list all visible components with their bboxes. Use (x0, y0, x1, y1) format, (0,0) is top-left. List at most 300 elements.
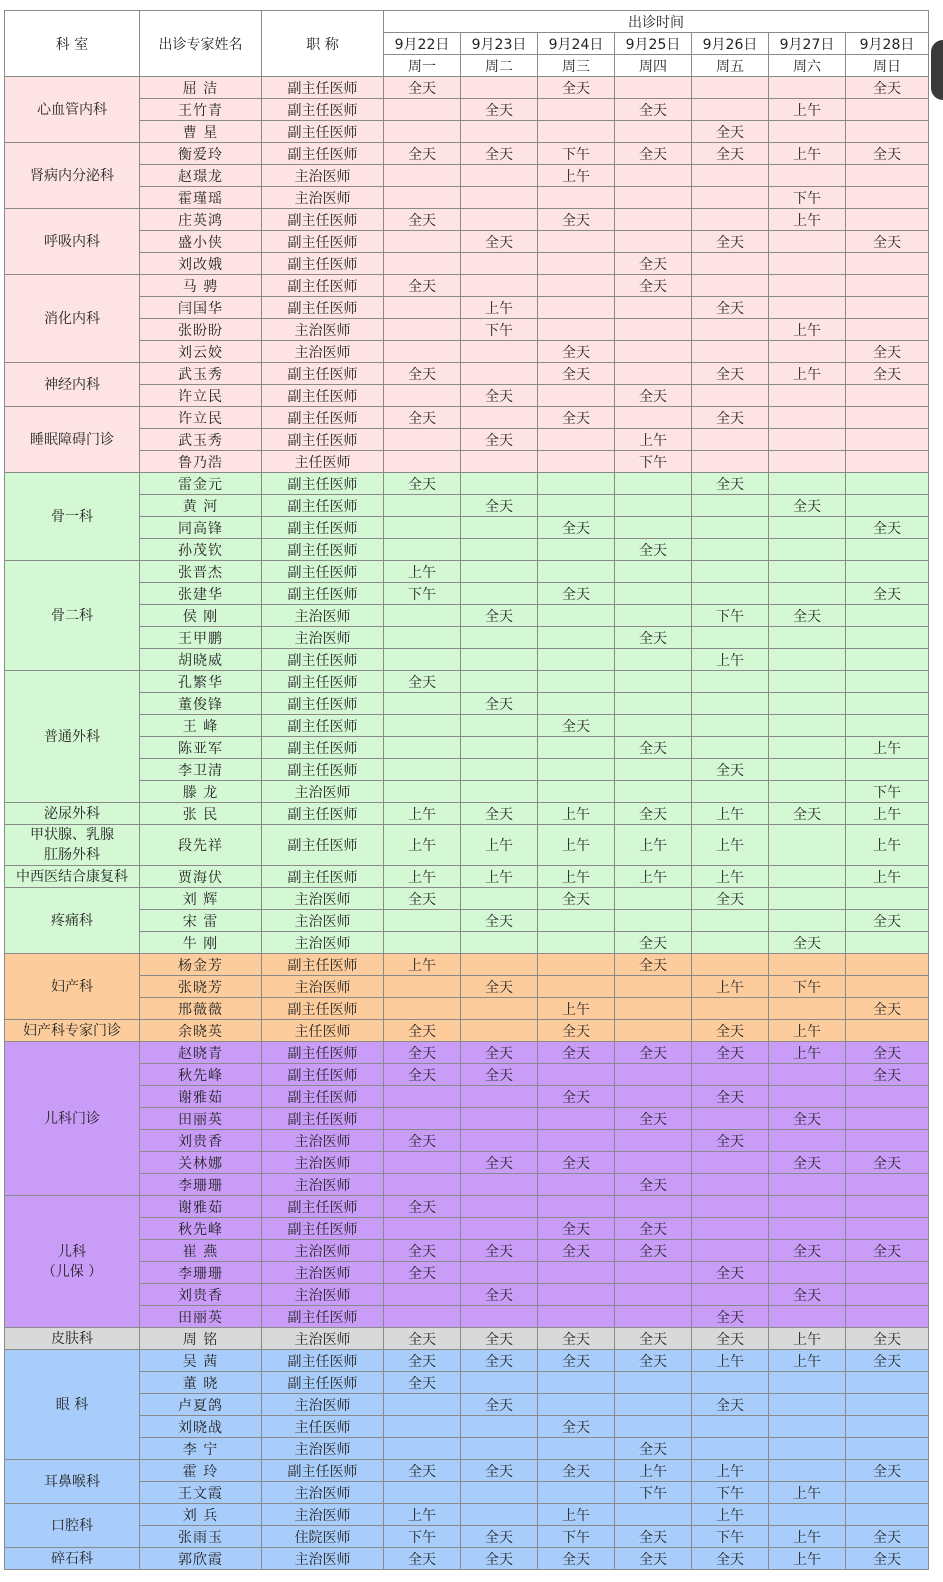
schedule-cell: 全天 (615, 1240, 692, 1262)
schedule-cell (461, 363, 538, 385)
schedule-cell: 上午 (769, 1350, 846, 1372)
schedule-cell: 全天 (846, 1042, 929, 1064)
doctor-title-cell: 副主任医师 (262, 495, 384, 517)
schedule-cell: 全天 (461, 1548, 538, 1570)
schedule-cell: 全天 (538, 77, 615, 99)
schedule-cell: 下午 (769, 187, 846, 209)
schedule-cell (384, 781, 461, 803)
schedule-cell: 全天 (538, 1328, 615, 1350)
schedule-cell (461, 539, 538, 561)
schedule-cell: 上午 (769, 363, 846, 385)
schedule-cell: 全天 (461, 429, 538, 451)
schedule-cell (846, 1394, 929, 1416)
schedule-cell (846, 671, 929, 693)
table-row (5, 1394, 929, 1416)
doctor-title-cell: 副主任医师 (262, 429, 384, 451)
schedule-cell: 全天 (384, 1042, 461, 1064)
schedule-cell (692, 1218, 769, 1240)
schedule-cell: 上午 (461, 825, 538, 866)
schedule-cell: 全天 (692, 1042, 769, 1064)
schedule-cell (846, 1482, 929, 1504)
schedule-cell (769, 385, 846, 407)
schedule-cell: 全天 (384, 1460, 461, 1482)
table-row (5, 517, 929, 539)
doctor-name-cell: 马 骋 (140, 275, 262, 297)
doctor-name-cell: 盛小侠 (140, 231, 262, 253)
schedule-cell (538, 561, 615, 583)
schedule-sheet (4, 10, 928, 1568)
doctor-title-cell: 主治医师 (262, 1504, 384, 1526)
schedule-cell (846, 429, 929, 451)
table-row (5, 954, 929, 976)
schedule-cell (846, 1372, 929, 1394)
schedule-cell: 全天 (461, 1526, 538, 1548)
doctor-title-cell: 主治医师 (262, 1438, 384, 1460)
schedule-cell (461, 627, 538, 649)
schedule-cell: 全天 (846, 231, 929, 253)
table-row (5, 1020, 929, 1042)
schedule-cell (769, 715, 846, 737)
doctor-name-cell: 李 宁 (140, 1438, 262, 1460)
schedule-cell (615, 976, 692, 998)
schedule-cell: 下午 (384, 1526, 461, 1548)
schedule-cell: 全天 (615, 275, 692, 297)
schedule-cell: 全天 (538, 1086, 615, 1108)
schedule-cell (769, 561, 846, 583)
table-row (5, 1130, 929, 1152)
schedule-cell (384, 1482, 461, 1504)
schedule-cell (692, 715, 769, 737)
doctor-title-cell: 副主任医师 (262, 649, 384, 671)
schedule-cell: 全天 (615, 143, 692, 165)
schedule-cell: 全天 (846, 1526, 929, 1548)
schedule-cell: 全天 (615, 932, 692, 954)
schedule-cell (615, 1416, 692, 1438)
schedule-cell: 上午 (384, 803, 461, 825)
doctor-title-cell: 副主任医师 (262, 1460, 384, 1482)
schedule-cell (769, 583, 846, 605)
schedule-cell: 全天 (846, 517, 929, 539)
schedule-cell: 全天 (538, 1548, 615, 1570)
doctor-name-cell: 侯 刚 (140, 605, 262, 627)
doctor-name-cell: 余晓英 (140, 1020, 262, 1042)
schedule-cell (461, 715, 538, 737)
table-row (5, 1108, 929, 1130)
doctor-name-cell: 贾海伏 (140, 866, 262, 888)
schedule-cell (538, 781, 615, 803)
schedule-cell (692, 517, 769, 539)
department-cell: 肾病内分泌科 (5, 143, 140, 209)
schedule-cell: 上午 (692, 866, 769, 888)
header-weekday: 周六 (769, 55, 846, 77)
doctor-title-cell: 主治医师 (262, 1482, 384, 1504)
table-row (5, 649, 929, 671)
schedule-cell: 上午 (846, 866, 929, 888)
schedule-cell (846, 759, 929, 781)
schedule-cell (538, 99, 615, 121)
schedule-cell: 上午 (769, 1328, 846, 1350)
schedule-cell (538, 737, 615, 759)
doctor-title-cell: 主治医师 (262, 1152, 384, 1174)
schedule-cell: 全天 (384, 407, 461, 429)
department-cell: 皮肤科 (5, 1328, 140, 1350)
doctor-title-cell: 主治医师 (262, 888, 384, 910)
schedule-cell (615, 1086, 692, 1108)
schedule-cell (538, 121, 615, 143)
schedule-cell (769, 1460, 846, 1482)
schedule-cell (846, 1306, 929, 1328)
schedule-cell: 下午 (692, 605, 769, 627)
schedule-cell (461, 888, 538, 910)
doctor-title-cell: 副主任医师 (262, 143, 384, 165)
schedule-cell: 全天 (692, 1020, 769, 1042)
doctor-title-cell: 副主任医师 (262, 825, 384, 866)
schedule-cell: 上午 (769, 143, 846, 165)
schedule-cell: 全天 (615, 99, 692, 121)
doctor-name-cell: 杨金芳 (140, 954, 262, 976)
table-row (5, 1350, 929, 1372)
schedule-cell (461, 165, 538, 187)
schedule-cell: 全天 (538, 583, 615, 605)
doctor-title-cell: 主治医师 (262, 605, 384, 627)
table-row (5, 583, 929, 605)
schedule-cell: 全天 (461, 976, 538, 998)
header-date: 9月27日 (769, 33, 846, 55)
schedule-cell: 下午 (846, 781, 929, 803)
schedule-cell (846, 385, 929, 407)
schedule-cell (384, 253, 461, 275)
schedule-cell (538, 1438, 615, 1460)
schedule-cell: 上午 (615, 429, 692, 451)
schedule-cell: 全天 (769, 495, 846, 517)
doctor-name-cell: 刘 辉 (140, 888, 262, 910)
schedule-cell (769, 888, 846, 910)
schedule-cell (461, 1108, 538, 1130)
schedule-cell (692, 77, 769, 99)
schedule-cell (769, 429, 846, 451)
doctor-title-cell: 主治医师 (262, 165, 384, 187)
schedule-cell: 上午 (692, 825, 769, 866)
schedule-cell (384, 341, 461, 363)
department-cell: 口腔科 (5, 1504, 140, 1548)
schedule-cell: 上午 (769, 1526, 846, 1548)
schedule-cell: 全天 (384, 1020, 461, 1042)
table-row (5, 1284, 929, 1306)
schedule-cell (538, 1262, 615, 1284)
schedule-cell (769, 954, 846, 976)
table-row (5, 1306, 929, 1328)
schedule-cell (846, 605, 929, 627)
schedule-cell (384, 1108, 461, 1130)
schedule-cell (769, 1218, 846, 1240)
table-row (5, 319, 929, 341)
doctor-name-cell: 霍瑾瑶 (140, 187, 262, 209)
schedule-cell (384, 165, 461, 187)
table-header (5, 11, 929, 77)
table-row (5, 473, 929, 495)
schedule-cell (769, 781, 846, 803)
schedule-cell (538, 495, 615, 517)
schedule-cell (615, 1262, 692, 1284)
doctor-name-cell: 秋先峰 (140, 1064, 262, 1086)
schedule-cell (769, 517, 846, 539)
schedule-cell: 全天 (538, 1416, 615, 1438)
schedule-cell: 全天 (384, 1130, 461, 1152)
table-row (5, 1152, 929, 1174)
doctor-title-cell: 副主任医师 (262, 77, 384, 99)
schedule-cell: 全天 (615, 539, 692, 561)
schedule-cell (461, 1196, 538, 1218)
schedule-cell (461, 1306, 538, 1328)
table-row (5, 866, 929, 888)
doctor-title-cell: 副主任医师 (262, 1306, 384, 1328)
schedule-cell: 全天 (692, 121, 769, 143)
doctor-name-cell: 霍 玲 (140, 1460, 262, 1482)
schedule-cell: 全天 (769, 932, 846, 954)
doctor-name-cell: 孔繁华 (140, 671, 262, 693)
schedule-cell (769, 671, 846, 693)
schedule-cell: 全天 (615, 954, 692, 976)
schedule-cell (692, 319, 769, 341)
doctor-name-cell: 卢夏鸽 (140, 1394, 262, 1416)
doctor-title-cell: 副主任医师 (262, 954, 384, 976)
header-weekday: 周三 (538, 55, 615, 77)
schedule-cell (538, 473, 615, 495)
schedule-cell (461, 781, 538, 803)
schedule-cell: 全天 (461, 1460, 538, 1482)
schedule-cell: 全天 (692, 1130, 769, 1152)
schedule-cell (538, 1108, 615, 1130)
schedule-cell (769, 1504, 846, 1526)
schedule-cell (461, 737, 538, 759)
department-cell: 耳鼻喉科 (5, 1460, 140, 1504)
schedule-cell (615, 1130, 692, 1152)
doctor-name-cell: 李卫清 (140, 759, 262, 781)
schedule-cell (769, 77, 846, 99)
schedule-cell: 全天 (538, 1460, 615, 1482)
table-row (5, 143, 929, 165)
doctor-title-cell: 副主任医师 (262, 1064, 384, 1086)
schedule-cell (615, 888, 692, 910)
doctor-title-cell: 副主任医师 (262, 517, 384, 539)
schedule-cell (615, 910, 692, 932)
table-row (5, 495, 929, 517)
schedule-cell: 全天 (846, 1350, 929, 1372)
schedule-cell: 全天 (846, 363, 929, 385)
schedule-cell: 全天 (692, 407, 769, 429)
schedule-cell: 上午 (692, 649, 769, 671)
schedule-cell: 下午 (384, 583, 461, 605)
schedule-cell: 全天 (846, 1240, 929, 1262)
doctor-name-cell: 李珊珊 (140, 1174, 262, 1196)
header-weekday: 周四 (615, 55, 692, 77)
schedule-cell (384, 998, 461, 1020)
schedule-cell (384, 976, 461, 998)
schedule-cell (615, 517, 692, 539)
schedule-cell (692, 954, 769, 976)
schedule-cell: 下午 (538, 1526, 615, 1548)
schedule-cell (692, 1438, 769, 1460)
schedule-cell (846, 539, 929, 561)
doctor-name-cell: 谢雅茹 (140, 1086, 262, 1108)
schedule-cell: 全天 (461, 1350, 538, 1372)
table-row (5, 1482, 929, 1504)
schedule-table (4, 10, 929, 1570)
doctor-title-cell: 副主任医师 (262, 121, 384, 143)
schedule-cell: 全天 (461, 1064, 538, 1086)
schedule-cell (769, 1372, 846, 1394)
doctor-title-cell: 副主任医师 (262, 583, 384, 605)
department-cell: 中西医结合康复科 (5, 866, 140, 888)
schedule-cell (538, 605, 615, 627)
table-row (5, 759, 929, 781)
schedule-cell (461, 253, 538, 275)
schedule-cell: 全天 (692, 1306, 769, 1328)
schedule-cell (384, 121, 461, 143)
schedule-cell (846, 407, 929, 429)
table-row (5, 1548, 929, 1570)
schedule-cell (538, 1196, 615, 1218)
schedule-cell (692, 627, 769, 649)
doctor-title-cell: 副主任医师 (262, 1350, 384, 1372)
doctor-name-cell: 武玉秀 (140, 429, 262, 451)
doctor-name-cell: 李珊珊 (140, 1262, 262, 1284)
header-dept: 科 室 (5, 11, 140, 77)
schedule-cell (692, 275, 769, 297)
doctor-title-cell: 主治医师 (262, 1328, 384, 1350)
schedule-cell (384, 737, 461, 759)
table-row (5, 998, 929, 1020)
doctor-name-cell: 刘云姣 (140, 341, 262, 363)
schedule-cell: 全天 (692, 297, 769, 319)
schedule-cell (692, 1152, 769, 1174)
schedule-cell (692, 671, 769, 693)
doctor-name-cell: 谢雅茹 (140, 1196, 262, 1218)
doctor-name-cell: 王甲鹏 (140, 627, 262, 649)
schedule-cell: 全天 (692, 363, 769, 385)
schedule-cell: 全天 (692, 888, 769, 910)
schedule-cell: 全天 (615, 1174, 692, 1196)
department-cell: 骨二科 (5, 561, 140, 671)
doctor-title-cell: 副主任医师 (262, 759, 384, 781)
department-cell: 消化内科 (5, 275, 140, 363)
header-weekday: 周日 (846, 55, 929, 77)
table-row (5, 976, 929, 998)
schedule-cell (538, 1174, 615, 1196)
schedule-cell (461, 77, 538, 99)
doctor-name-cell: 刘晓战 (140, 1416, 262, 1438)
schedule-cell (846, 954, 929, 976)
table-row (5, 715, 929, 737)
schedule-cell (538, 910, 615, 932)
schedule-cell: 上午 (769, 1042, 846, 1064)
schedule-cell: 上午 (692, 803, 769, 825)
department-cell: 呼吸内科 (5, 209, 140, 275)
schedule-cell (461, 473, 538, 495)
schedule-cell (769, 275, 846, 297)
doctor-title-cell: 副主任医师 (262, 1086, 384, 1108)
department-cell: 骨一科 (5, 473, 140, 561)
doctor-title-cell: 副主任医师 (262, 998, 384, 1020)
doctor-name-cell: 郭欣霞 (140, 1548, 262, 1570)
doctor-name-cell: 王文霞 (140, 1482, 262, 1504)
schedule-cell (846, 1196, 929, 1218)
doctor-name-cell: 黄 河 (140, 495, 262, 517)
schedule-cell: 全天 (461, 1394, 538, 1416)
header-date: 9月26日 (692, 33, 769, 55)
schedule-cell (538, 932, 615, 954)
doctor-title-cell: 主任医师 (262, 451, 384, 473)
schedule-cell: 全天 (615, 1438, 692, 1460)
table-row (5, 451, 929, 473)
doctor-name-cell: 刘改娥 (140, 253, 262, 275)
schedule-cell: 上午 (538, 803, 615, 825)
doctor-name-cell: 宋 雷 (140, 910, 262, 932)
header-date: 9月24日 (538, 33, 615, 55)
doctor-name-cell: 闫国华 (140, 297, 262, 319)
doctor-title-cell: 主治医师 (262, 341, 384, 363)
doctor-title-cell: 主治医师 (262, 1394, 384, 1416)
doctor-name-cell: 崔 燕 (140, 1240, 262, 1262)
doctor-title-cell: 主治医师 (262, 319, 384, 341)
schedule-cell (615, 1394, 692, 1416)
schedule-cell: 全天 (384, 671, 461, 693)
schedule-cell (461, 407, 538, 429)
schedule-cell (846, 495, 929, 517)
department-cell: 妇产科专家门诊 (5, 1020, 140, 1042)
table-row (5, 539, 929, 561)
schedule-cell (692, 99, 769, 121)
table-row (5, 407, 929, 429)
schedule-cell (384, 715, 461, 737)
schedule-cell (384, 1218, 461, 1240)
schedule-cell: 上午 (769, 1548, 846, 1570)
schedule-cell (615, 583, 692, 605)
schedule-cell: 全天 (461, 143, 538, 165)
schedule-cell (846, 319, 929, 341)
doctor-name-cell: 衡爱玲 (140, 143, 262, 165)
schedule-cell (692, 1196, 769, 1218)
schedule-cell (846, 297, 929, 319)
schedule-cell (769, 1130, 846, 1152)
schedule-cell (538, 627, 615, 649)
department-cell: 泌尿外科 (5, 803, 140, 825)
schedule-cell (692, 1108, 769, 1130)
schedule-cell (538, 385, 615, 407)
table-row (5, 1240, 929, 1262)
schedule-cell: 上午 (384, 954, 461, 976)
schedule-cell (846, 209, 929, 231)
table-row (5, 253, 929, 275)
doctor-title-cell: 副主任医师 (262, 363, 384, 385)
schedule-cell: 全天 (615, 1042, 692, 1064)
table-body (5, 77, 929, 1570)
schedule-cell: 全天 (538, 888, 615, 910)
header-doctor-name: 出诊专家姓名 (140, 11, 262, 77)
table-row (5, 1042, 929, 1064)
schedule-cell (846, 99, 929, 121)
schedule-cell (769, 1394, 846, 1416)
table-row (5, 561, 929, 583)
schedule-cell: 全天 (846, 1152, 929, 1174)
department-cell: 睡眠障碍门诊 (5, 407, 140, 473)
schedule-cell (769, 451, 846, 473)
schedule-cell (384, 1416, 461, 1438)
schedule-cell (461, 671, 538, 693)
schedule-cell (538, 451, 615, 473)
doctor-title-cell: 副主任医师 (262, 1108, 384, 1130)
schedule-cell (692, 209, 769, 231)
